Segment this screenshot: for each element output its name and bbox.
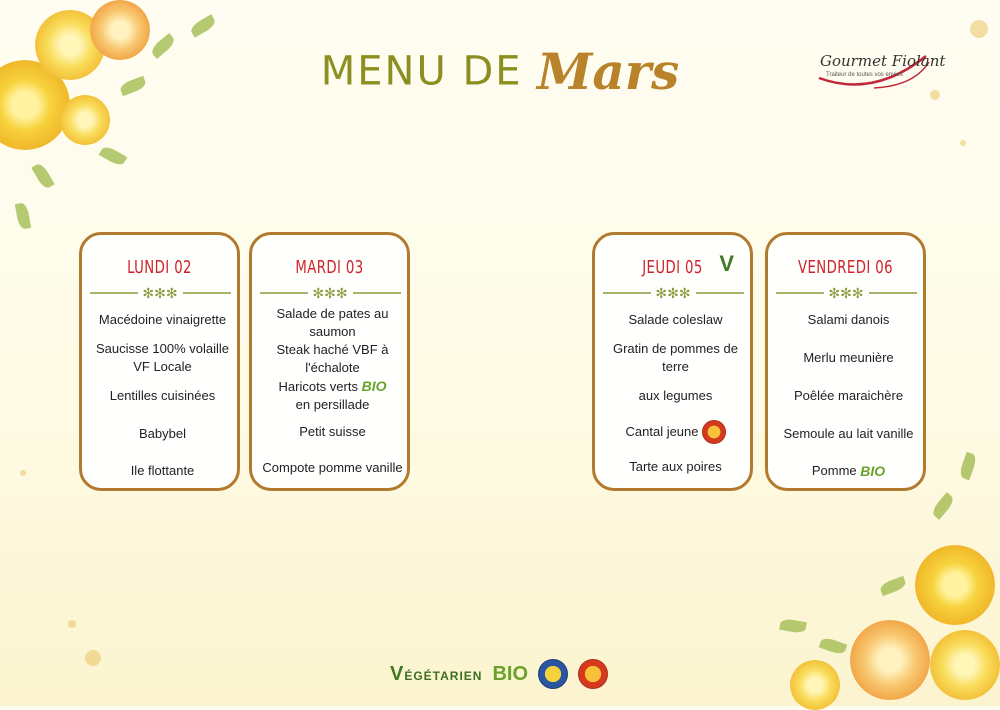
menu-item: Macédoine vinaigrette xyxy=(98,312,227,327)
logo-tagline: Traiteur de toutes vos envies xyxy=(826,72,903,78)
day-card-friday xyxy=(765,232,926,491)
menu-item-text: Pomme xyxy=(811,463,857,478)
menu-item: Saucisse 100% volaille VF Locale xyxy=(96,341,229,374)
menu-item-haricots xyxy=(258,377,407,413)
legend-bio: BIO xyxy=(492,662,529,685)
snowflake-divider-icon xyxy=(603,283,744,303)
day-label: MARDI 03 xyxy=(295,257,364,278)
menu-item: Gratin de pommes de terre xyxy=(612,341,738,374)
bio-label: BIO xyxy=(361,377,387,394)
menu-item-text: Cantal jeune xyxy=(625,424,699,439)
day-card-thursday xyxy=(592,232,753,491)
menu-item-text: en persillade xyxy=(295,396,370,412)
svg-text:✻✻✻: ✻✻✻ xyxy=(828,285,864,301)
brand-logo xyxy=(812,48,946,94)
menu-item: Tarte aux poires xyxy=(629,459,722,474)
menu-item: aux legumes xyxy=(638,388,713,403)
snowflake-divider-icon xyxy=(90,283,231,303)
menu-item: Merlu meunière xyxy=(803,350,894,365)
vegetarian-badge-icon: V xyxy=(719,251,734,276)
menu-item-text: Haricots verts xyxy=(278,378,358,394)
day-label: LUNDI 02 xyxy=(127,257,192,278)
legend-vegetarian xyxy=(390,663,482,686)
menu-item: Salade coleslaw xyxy=(628,312,723,327)
snowflake-divider-icon xyxy=(260,283,401,303)
menu-item: Steak haché VBF à l'échalote xyxy=(276,342,389,375)
logo-name: Gourmet Fiolant xyxy=(820,52,946,70)
bio-label: BIO xyxy=(860,463,886,479)
day-label: VENDREDI 06 xyxy=(797,257,893,278)
menu-item: Salami danois xyxy=(807,312,890,327)
vegetarian-rest: ÉGÉTARIEN xyxy=(404,668,483,683)
svg-text:✻✻✻: ✻✻✻ xyxy=(142,285,178,301)
menu-item: Petit suisse xyxy=(299,424,366,439)
day-label: JEUDI 05 xyxy=(642,257,703,278)
day-card-tuesday xyxy=(249,232,410,491)
menu-item: Compote pomme vanille xyxy=(262,460,403,475)
vegetarian-initial: V xyxy=(390,662,405,685)
aop-label-icon xyxy=(578,659,608,689)
day-card-monday xyxy=(79,232,240,491)
menu-item: Babybel xyxy=(139,426,186,441)
igp-label-icon xyxy=(538,659,568,689)
menu-item: Semoule au lait vanille xyxy=(783,426,914,441)
title-month: Mars xyxy=(536,42,680,101)
menu-item: Salade de pates au saumon xyxy=(276,306,389,339)
title-prefix: MENU DE xyxy=(320,48,523,95)
label-legend xyxy=(390,656,620,692)
svg-text:✻✻✻: ✻✻✻ xyxy=(655,285,691,301)
menu-item-cantal xyxy=(601,417,750,447)
menu-item: Poêlée maraichère xyxy=(793,388,904,403)
svg-text:✻✻✻: ✻✻✻ xyxy=(312,285,348,301)
menu-item: Ile flottante xyxy=(130,463,195,478)
aop-label-icon xyxy=(702,420,726,444)
snowflake-divider-icon xyxy=(776,283,917,303)
menu-item: Lentilles cuisinées xyxy=(109,388,216,403)
menu-item-pomme xyxy=(774,458,923,484)
